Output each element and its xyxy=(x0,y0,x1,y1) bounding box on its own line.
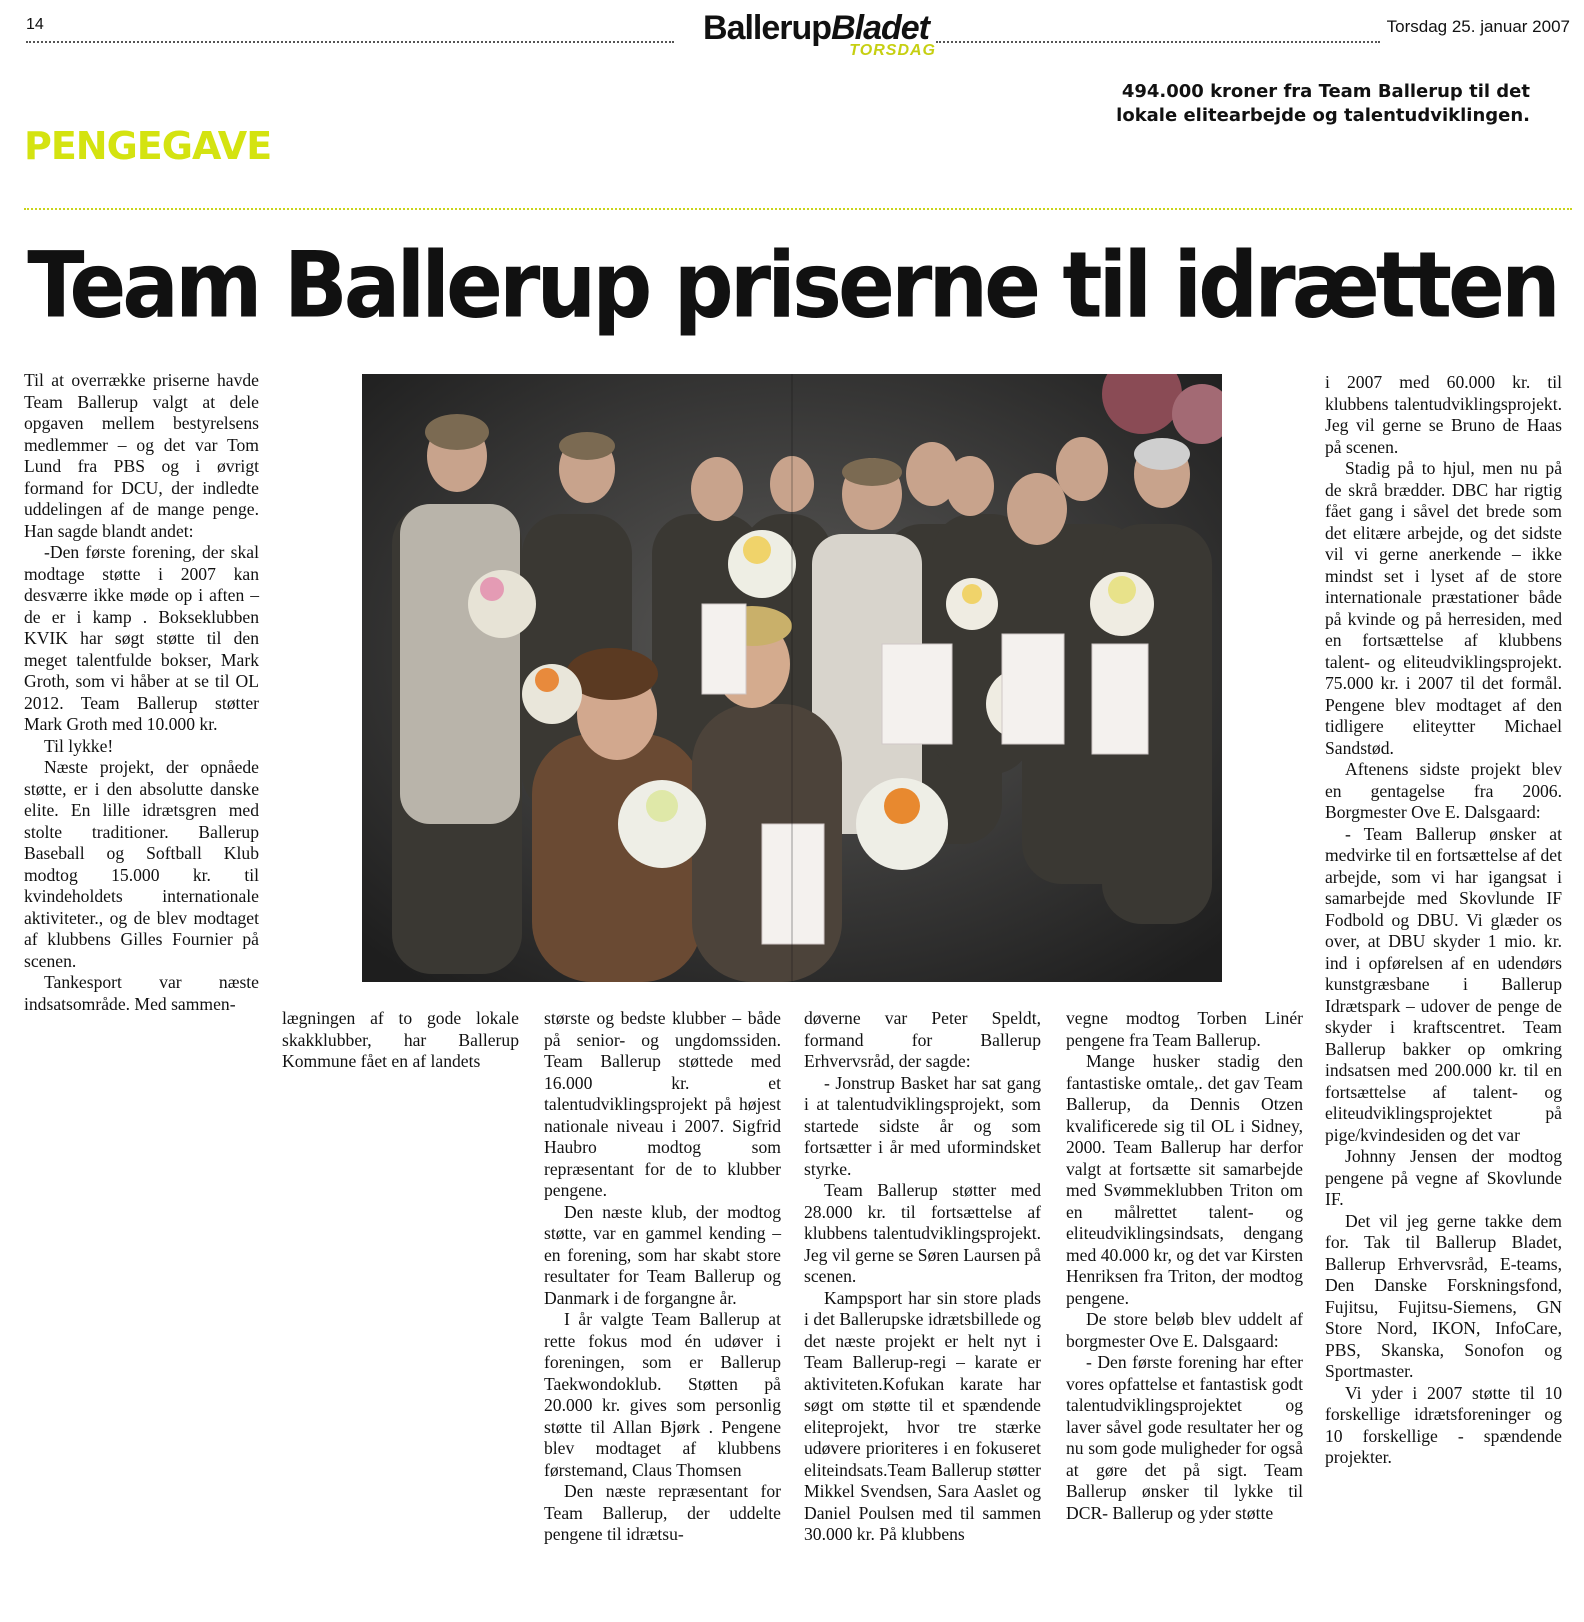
header-rule-left xyxy=(26,41,674,43)
masthead-name-b: Bladet xyxy=(831,9,929,47)
paragraph: - Den første forening har efter vores opfattelse et fantastisk godt talentudviklingsprojektet og laver såvel gode resultater her og nu som gode muligheder for også at gøre det på sigt. Team Ballerup ønsker til lykke til DCR- Ballerup og yder støtte xyxy=(1066,1352,1303,1523)
article-column-1 xyxy=(24,370,259,1015)
article-photo xyxy=(362,374,1222,982)
paragraph: Stadig på to hjul, men nu på de skrå brædder. DBC har rigtig fået gang i såvel det brede som det elitære arbejde, og det sidste vil vi gerne anerkende – ikke mindst set i lyset af de store internationale præstationer både på kvinde og på herresiden, med en fortsættelse af klubbens talent- og eliteudviklingsprojekt. 75.000 kr. i 2007 til det formål. Pengene blev modtaget af den tidligere eliteytter Michael Sandstød. xyxy=(1325,458,1562,758)
section-kicker: PENGEGAVE xyxy=(24,124,272,168)
masthead-day: TORSDAG xyxy=(849,42,936,59)
paragraph: -Den første forening, der skal modtage støtte i 2007 kan desværre ikke møde op i aften – de er i kamp . Bokseklubben KVIK har søgt støtte til den meget talentfulde bokser, Mark Groth, som vi håber at se til OL 2012. Team Ballerup støtter Mark Groth med 10.000 kr. xyxy=(24,542,259,734)
paragraph: Team Ballerup støtter med 28.000 kr. til fortsættelse af klubbens talentudviklingsprojekt. Jeg vil gerne se Søren Laursen på scenen. xyxy=(804,1180,1041,1286)
paragraph: Næste projekt, der opnåede støtte, er i den absolutte danske elite. En lille idrætsgren med stolte traditioner. Ballerup Baseball og Softball Klub modtog 15.000 kr. til kvindeholdets internationale aktiviteter., og de blev modtaget af klubbens Gilles Fournier på scenen. xyxy=(24,757,259,971)
paragraph: Aftenens sidste projekt blev en gentagelse fra 2006. Borgmester Ove E. Dalsgaard: xyxy=(1325,759,1562,822)
masthead xyxy=(686,10,946,60)
section-rule xyxy=(24,208,1572,210)
header-rule-right xyxy=(936,41,1380,43)
article-deck: 494.000 kroner fra Team Ballerup til det lokale elitearbejde og talentudviklingen. xyxy=(1116,81,1530,126)
article-column-2 xyxy=(282,1008,519,1073)
paragraph: Den næste klub, der modtog støtte, var en gammel kending – en forening, som har skabt store resultater for Team Ballerup og Danmark i de forgangne år. xyxy=(544,1201,781,1308)
paragraph: vegne modtog Torben Linér pengene fra Team Ballerup. xyxy=(1066,1008,1303,1050)
paragraph: Den næste repræsentant for Team Ballerup, der uddelte pengene til idrætsu- xyxy=(544,1481,781,1544)
paragraph: I år valgte Team Ballerup at rette fokus mod én udøver i foreningen, som er Ballerup Taekwondoklub. Støtten på 20.000 kr. gives som personlig støtte til Allan Bjørk . Pengene blev modtaget af klubbens førstemand, Claus Thomsen xyxy=(544,1309,781,1480)
page-number: 14 xyxy=(26,16,44,33)
group-photo-illustration xyxy=(362,374,1222,982)
paragraph: - Jonstrup Basket har sat gang i at talentudviklingsprojekt, som startede sidste år og som fortsætter i år med uformindsket styrke. xyxy=(804,1072,1041,1179)
paragraph: Johnny Jensen der modtog pengene på vegne af Skovlunde IF. xyxy=(1325,1146,1562,1209)
paragraph: Vi yder i 2007 støtte til 10 forskellige idrætsforeninger og 10 forskellige - spændende projekter. xyxy=(1325,1382,1562,1467)
paragraph: Til at overrække priserne havde Team Ballerup valgt at dele opgaven mellem bestyrelsens medlemmer – og det var Tom Lund fra PBS og i øvrigt formand for DCU, der indledte uddelingen af de mange penge. Han sagde blandt andet: xyxy=(24,370,259,541)
article-column-4 xyxy=(804,1008,1041,1546)
paragraph: lægningen af to gode lokale skakklubber, har Ballerup Kommune fået en af landets xyxy=(282,1008,519,1071)
headline: Team Ballerup priserne til idrætten xyxy=(27,232,1557,338)
paragraph: - Team Ballerup ønsker at medvirke til en fortsættelse af det arbejde, som vi har igangsat i samarbejde med Skovlunde IF Fodbold og DBU. Vi glæder os over, at DBU skyder 1 mio. kr. ind i opførelsen af en udendørs kunstgræsbane i Ballerup Idrætspark – udover de penge de skyder i kraftscentret. Team Ballerup bakker op omkring indsatsen med 200.000 kr. til en fortsættelse af talent- og eliteudviklingsprojektet på pige/kvindesiden og det var xyxy=(1325,823,1562,1145)
paragraph: i 2007 med 60.000 kr. til klubbens talentudviklingsprojekt. Jeg vil gerne se Bruno de Haas på scenen. xyxy=(1325,372,1562,457)
paragraph: De store beløb blev uddelt af borgmester Ove E. Dalsgaard: xyxy=(1066,1309,1303,1351)
paragraph: Det vil jeg gerne takke dem for. Tak til Ballerup Bladet, Ballerup Erhvervsråd, E-teams, Den Danske Forskningsfond, Fujitsu, Fujitsu-Siemens, GN Store Nord, IKON, InfoCare, PBS, Skanska, Sonofon og Sportmaster. xyxy=(1325,1210,1562,1381)
paragraph: døverne var Peter Speldt, formand for Ballerup Erhvervsråd, der sagde: xyxy=(804,1008,1041,1071)
paragraph: Tankesport var næste indsatsområde. Med sammen- xyxy=(24,972,259,1014)
article-column-6 xyxy=(1325,372,1562,1469)
paragraph: Mange husker stadig den fantastiske omtale,. det gav Team Ballerup, da Dennis Otzen kvalificerede sig til OL i Sidney, 2000. Team Ballerup har derfor valgt at fortsætte sit samarbejde med Svømmeklubben Triton om en målrettet talent- og eliteudviklingsindsats, dengang med 40.000 kr, og det var Kirsten Henriksen fra Triton, der modtog pengene. xyxy=(1066,1051,1303,1308)
article-column-3 xyxy=(544,1008,781,1546)
article-column-5 xyxy=(1066,1008,1303,1524)
paragraph: største og bedste klubber – både på senior- og ungdomssiden. Team Ballerup støttede med 16.000 kr. et talentudviklingsprojekt på højest nationale niveau i 2007. Sigfrid Haubro modtog som repræsentant for de to klubber pengene. xyxy=(544,1008,781,1200)
masthead-name-a: Ballerup xyxy=(703,9,832,47)
paragraph: Kampsport har sin store plads i det Ballerupske idrætsbillede og det næste projekt er helt nyt i Team Ballerup-regi – karate er aktiviteten.Kofukan karate har søgt om støtte til et spændende eliteprojekt, hvor tre stærke udøvere prioriteres i en fokuseret eliteindsats.Team Ballerup støtter Mikkel Svendsen, Sara Aaslet og Daniel Poulsen med til sammen 30.000 kr. På klubbens xyxy=(804,1287,1041,1544)
issue-date: Torsdag 25. januar 2007 xyxy=(1386,17,1570,36)
paragraph: Til lykke! xyxy=(44,735,114,756)
